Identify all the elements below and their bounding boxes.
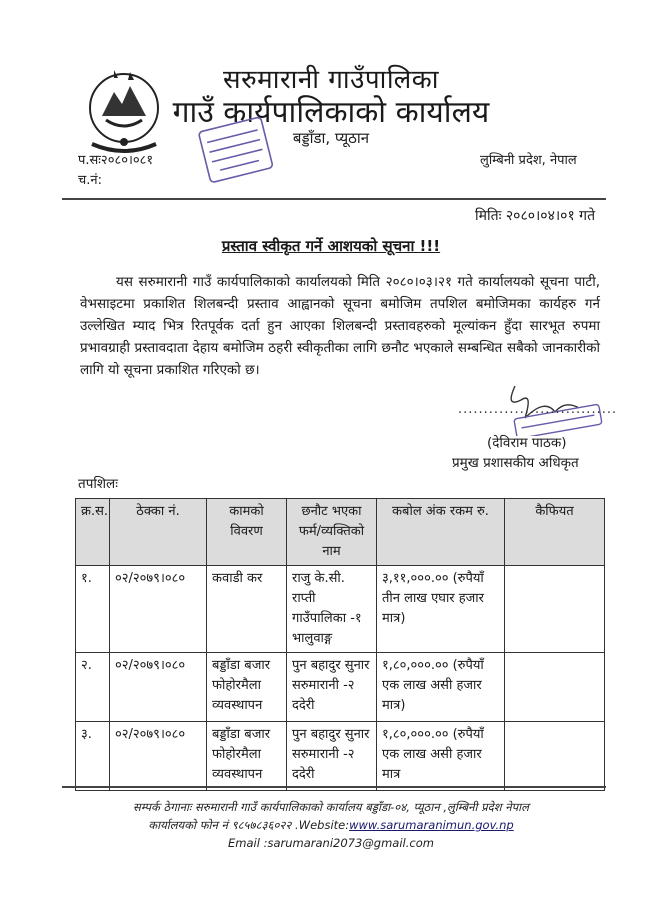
cell-amount: १,८०,०००.०० (रुपैयाँ एक लाख असी हजार मात्र [377,722,505,791]
header-serial: क्र.स. [76,499,110,566]
cell-vendor: राजु के.सी. राप्ती गाउँपालिका -१ भालुवाङ्ग [287,566,377,653]
footer-contact-address: सम्पर्क ठेगानाः सरुमारानी गाउँ कार्यपालिकाको कार्यालय बड्डाँडा-०४, प्यूठान ,लुम्बिनी प्रदेश नेपाल [133,800,529,814]
email-label: Email : [228,836,268,850]
table-header-row [76,499,605,566]
table-row [76,653,605,722]
header-contract-no: ठेक्का नं. [110,499,207,566]
header-divider [62,198,606,200]
signatory-designation: प्रमुख प्रशासकीय अधिकृत [452,455,579,471]
cell-contract-no: ०२/२०७९।०८० [110,653,207,722]
signatory-name: (देविराम पाठक) [487,435,567,451]
table-row [76,566,605,653]
cell-work: बड्डाँडा बजार फोहोरमैला व्यवस्थापन [207,722,287,791]
cell-work: कवाडी कर [207,566,287,653]
header-bid-amount: कबोल अंक रकम रु. [377,499,505,566]
notice-date: मितिः २०८०।०४।०१ गते [475,208,596,224]
province-country: लुम्बिनी प्रदेश, नेपाल [480,153,577,168]
cell-amount: ३,११,०००.०० (रुपैयाँ तीन लाख एघार हजार मात्र) [377,566,505,653]
footer-phone: कार्यालयको फोन नं ९८५७८३६०२२ .Website: [148,818,350,832]
cell-amount: १,८०,०००.०० (रुपैयाँ एक लाख असी हजार मात्र) [377,653,505,722]
cell-serial: ३. [76,722,110,791]
footer-divider [62,786,606,788]
cell-vendor: पुन बहादुर सुनार सरुमारानी -२ ददेरी [287,653,377,722]
office-name: गाउँ कार्यपालिकाको कार्यालय [172,95,490,130]
signature-dots: ............................... [458,402,618,417]
header-selected-vendor: छनौट भएका फर्म/व्यक्तिको नाम [287,499,377,566]
cell-contract-no: ०२/२०७९।०८० [110,566,207,653]
cell-work: बड्डाँडा बजार फोहोरमैला व्यवस्थापन [207,653,287,722]
table-row [76,722,605,791]
footer-email [0,836,662,850]
cell-remarks [505,722,605,791]
cell-serial: १. [76,566,110,653]
header-remarks: कैफियत [505,499,605,566]
office-stamp-icon [190,110,280,192]
municipality-name: सरुमारानी गाउँपालिका [223,65,439,95]
cell-vendor: पुन बहादुर सुनार सरुमारानी -२ ददेरी [287,722,377,791]
cell-contract-no: ०२/२०७९।०८० [110,722,207,791]
email-address[interactable]: sarumarani2073@gmail.com [267,836,434,850]
website-link[interactable]: www.sarumaranimun.gov.np [349,818,514,832]
cell-remarks [505,566,605,653]
reference-number: प.सः२०८०।०८१ [78,153,154,168]
details-label: तपशिलः [78,476,118,492]
notice-title: प्रस्ताव स्वीकृत गर्ने आशयको सूचना !!! [221,237,441,255]
awards-table [75,498,605,791]
footer-phone-website [0,818,662,833]
cell-remarks [505,653,605,722]
notice-body: यस सरुमारानी गाउँ कार्यपालिकाको कार्यालयको मिति २०८०।०३।२१ गते कार्यालयको सूचना पाटी, वेभसाइटमा प्रकाशित शिलबन्दी प्रस्ताव आह्वानको सूचना बमोजिम तपशिल बमोजिमका कार्यहरु गर्न उल्लेखित म्याद भित्र रितपूर्वक दर्ता हुन आएका शिलबन्दी प्रस्तावहरुको मूल्यांकन हुँदा सारभूत रुपमा प्रभावग्राही प्रस्तावदाता देहाय बमोजिम ठहरी स्वीकृतीका लागि छनौट भएकाले सम्बन्धित सबैको जानकारीको लागि यो सूचना प्रकाशित गरिएको छ। [80,274,600,378]
dispatch-number: च.नं: [78,173,102,188]
header-work-description: कामको विवरण [207,499,287,566]
cell-serial: २. [76,653,110,722]
office-address: बड्डाँडा, प्यूठान [292,129,370,147]
